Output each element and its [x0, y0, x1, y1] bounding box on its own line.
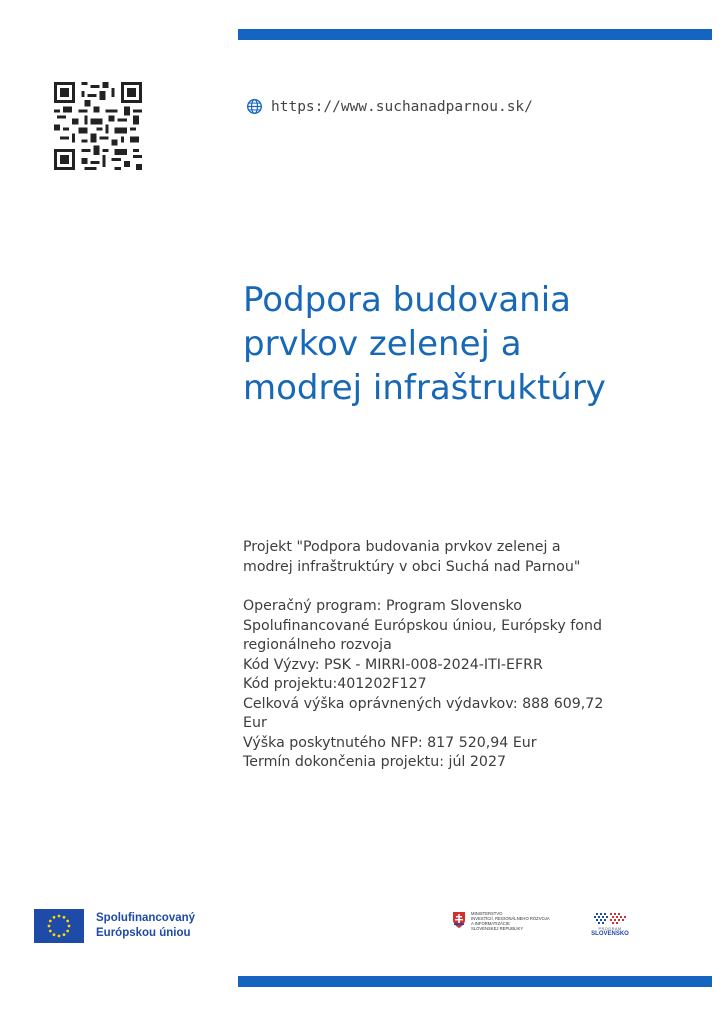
title-line: prvkov zelenej a — [243, 324, 522, 364]
program-logo-name: SLOVENSKO — [591, 931, 629, 937]
bottom-accent-bar — [238, 976, 712, 987]
title-line: modrej infraštruktúry — [243, 368, 606, 408]
ministry-logo — [452, 911, 550, 931]
program-slovensko-logo — [590, 911, 630, 937]
ministry-logo-text: INVESTÍCIÍ, REGIONÁLNEHO ROZVOJA — [471, 916, 550, 921]
project-name-line: Projekt "Podpora budovania prvkov zelenej a — [243, 539, 561, 555]
program-logo-icon — [592, 911, 628, 927]
project-info — [243, 538, 673, 773]
detail-line: Výška poskytnutého NFP: 817 520,94 Eur — [243, 734, 537, 751]
project-name-line: modrej infraštruktúry v obci Suchá nad Parnou" — [243, 558, 581, 575]
slovak-crest-icon — [452, 911, 466, 929]
detail-line: Termín dokončenia projektu: júl 2027 — [243, 754, 506, 770]
eu-flag-icon — [34, 909, 84, 943]
detail-line: Kód Výzvy: PSK - MIRRI-008-2024-ITI-EFRR — [243, 656, 543, 673]
top-accent-bar — [238, 29, 712, 40]
detail-line: Eur — [243, 715, 267, 731]
detail-line: Spolufinancované Európskou úniou, Európsky fond — [243, 617, 602, 634]
program-logo-label: PROGRAM — [598, 927, 622, 931]
eu-logo-text: Spolufinancovaný — [96, 912, 196, 924]
globe-icon — [246, 98, 263, 115]
detail-line: Celková výška oprávnených výdavkov: 888 609,72 — [243, 695, 604, 712]
detail-line: regionálneho rozvoja — [243, 637, 392, 653]
website-link[interactable] — [246, 98, 533, 115]
eu-cofunding-logo — [34, 909, 195, 943]
ministry-logo-text: MINISTERSTVO — [471, 911, 503, 916]
page-title — [243, 278, 683, 410]
website-url[interactable]: https://www.suchanadparnou.sk/ — [271, 98, 533, 115]
ministry-logo-text: SLOVENSKEJ REPUBLIKY — [471, 926, 524, 931]
eu-logo-text: Európskou úniou — [96, 927, 191, 939]
ministry-logo-text: A INFORMATIZÁCIE — [471, 921, 510, 926]
qr-code-icon — [54, 82, 142, 170]
detail-line: Operačný program: Program Slovensko — [243, 598, 522, 614]
title-line: Podpora budovania — [243, 280, 571, 320]
detail-line: Kód projektu:401202F127 — [243, 676, 427, 692]
